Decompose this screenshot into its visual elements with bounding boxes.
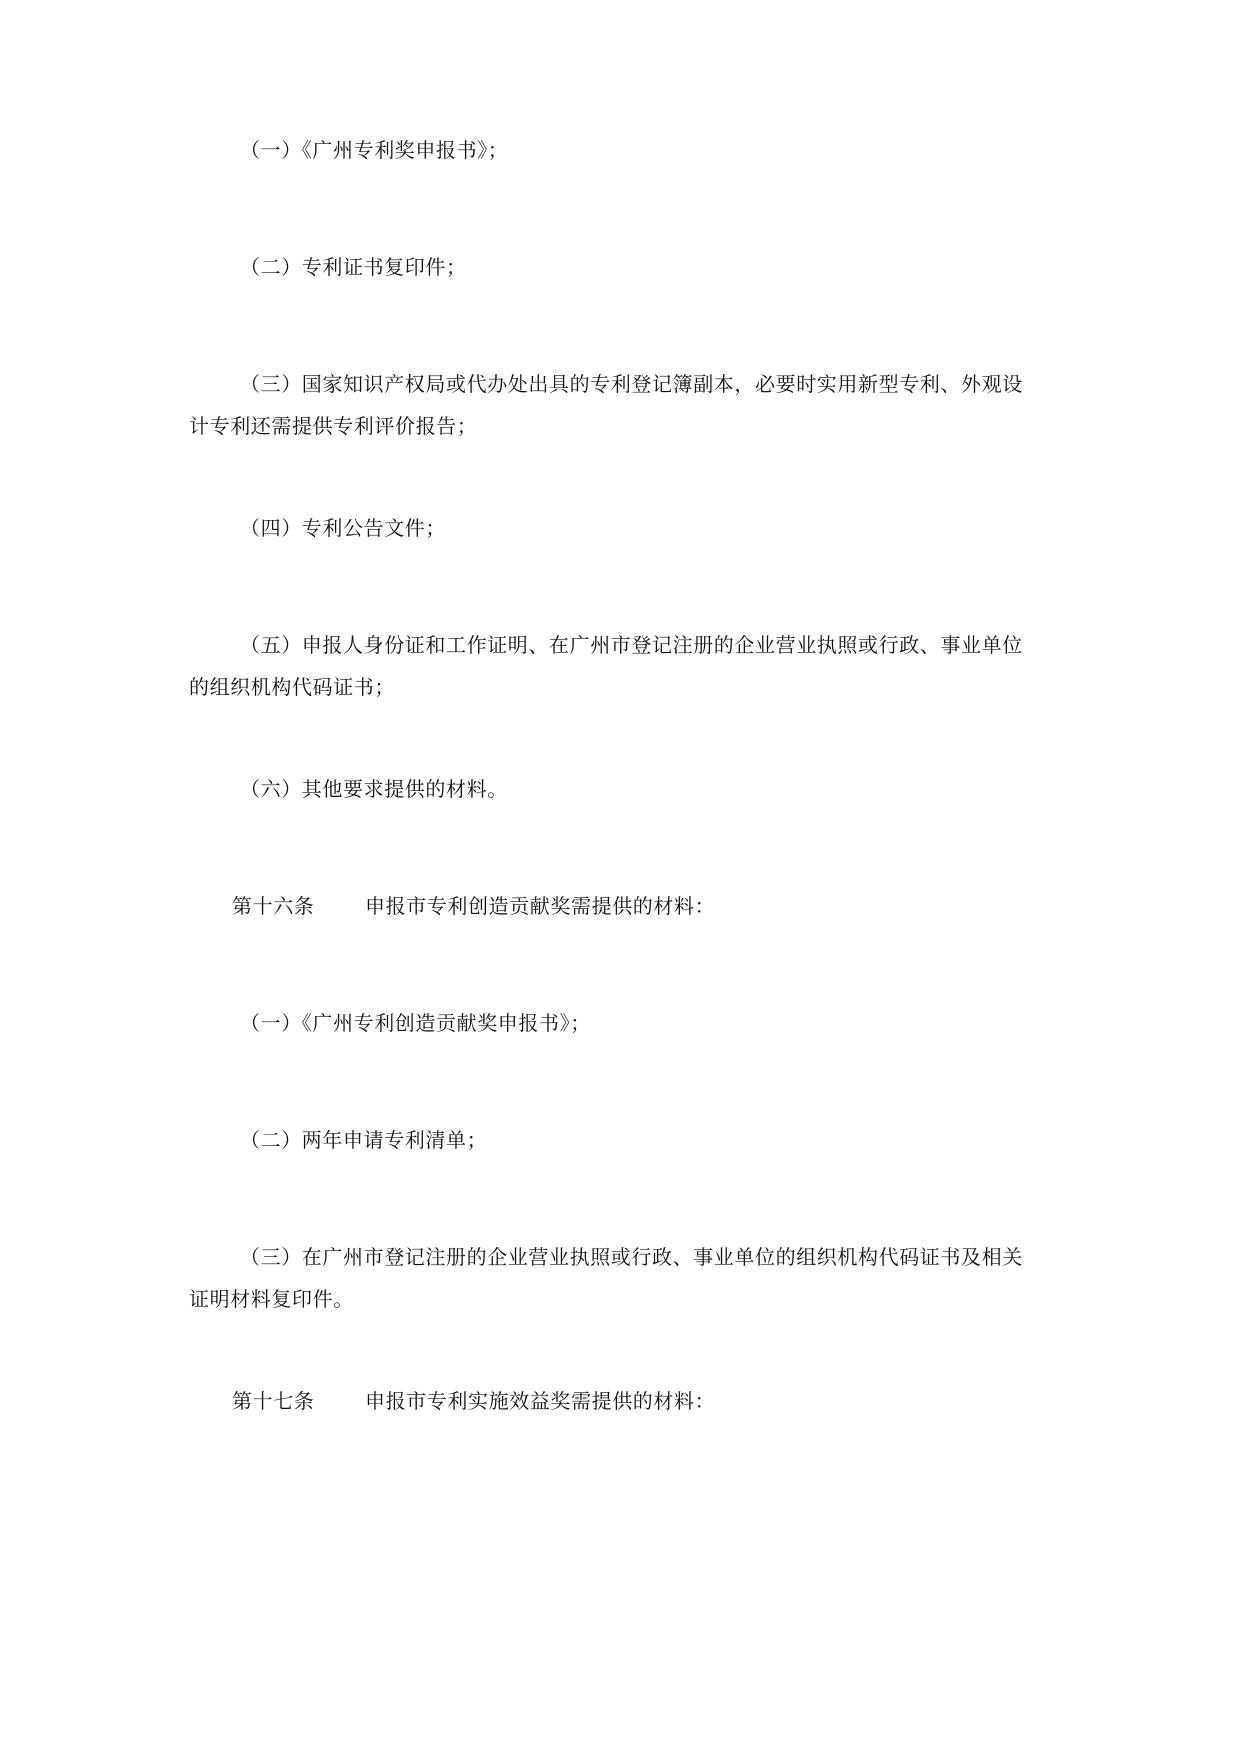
- list-item-continuation: 的组织机构代码证书；: [189, 675, 395, 699]
- list-item: （六）其他要求提供的材料。: [240, 777, 508, 801]
- list-item: （一）《广州专利奖申报书》；: [240, 138, 509, 162]
- list-item: （三）在广州市登记注册的企业营业执照或行政、事业单位的组织机构代码证书及相关: [240, 1245, 1023, 1269]
- article-heading: 申报市专利创造贡献奖需提供的材料：: [365, 894, 716, 918]
- article-heading: 申报市专利实施效益奖需提供的材料：: [365, 1389, 716, 1413]
- list-item-continuation: 计专利还需提供专利评价报告；: [189, 414, 478, 438]
- article-number: 第十七条: [232, 1389, 315, 1413]
- list-item: （四）专利公告文件；: [240, 516, 446, 540]
- list-item-continuation: 证明材料复印件。: [189, 1287, 354, 1311]
- list-item: （三）国家知识产权局或代办处出具的专利登记簿副本，必要时实用新型专利、外观设: [240, 372, 1023, 396]
- list-item: （二）专利证书复印件；: [240, 255, 467, 279]
- list-item: （二）两年申请专利清单；: [240, 1128, 488, 1152]
- list-item: （一）《广州专利创造贡献奖申报书》；: [240, 1011, 591, 1035]
- list-item: （五）申报人身份证和工作证明、在广州市登记注册的企业营业执照或行政、事业单位: [240, 633, 1023, 657]
- article-number: 第十六条: [232, 894, 315, 918]
